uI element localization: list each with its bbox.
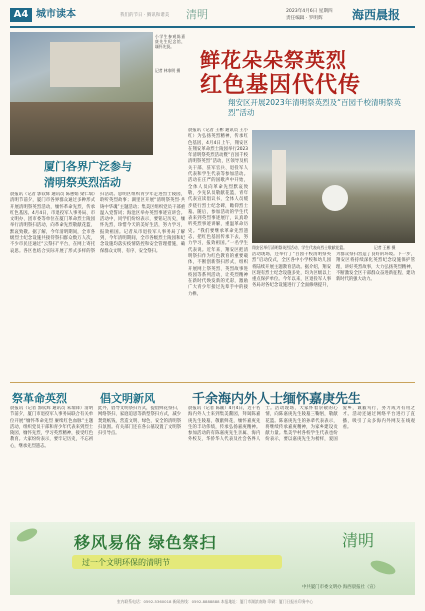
page-header [0, 0, 425, 28]
banner-logo: 清明 [342, 531, 375, 550]
header-tagline: 我们的节日 · 腾讯和谐美 [120, 13, 170, 18]
col1-title: 祭革命英烈 [12, 392, 67, 405]
feature-body: 晨报讯（记者 王彬 通讯员 王小红）为弘扬英烈精神，传承红色基因，4月4日上午，翔安区在翔安革命烈士陵园举行2023年清明祭英烈活动暨“百园千校清明祭英烈”活动，区领导及机关干部、驻军官兵、退役军人代表和学生代表等参加活动。活动在庄严的国歌声中开始，全体人员向革命先烈默哀致敬，少先队员敬献花篮，青年代表宣读倡议书，全体人员缓步绕行烈士纪念碑，瞻仰烈士墓。随后，参加活动的学生代表来到英烈事迹展厅，认真聆听英烈事迹讲解，重温革命历史。“我们要继承革命先烈遗志，把红色基因传承下去，努力学习，报效祖国。”一名学生代表说。近年来，翔安区把清明祭扫作为红色教育的重要载体，不断创新祭扫形式，组织开展网上祭英烈、英烈故事进校园等系列活动，让英烈精神在新时代焕发新的光彩，激励广大青少年接过先辈手中的接力棒。 [188, 128, 248, 297]
xiamen-title-1: 厦门各界广泛参与 [44, 160, 132, 173]
banner-title: 移风易俗 绿色祭扫 [74, 533, 217, 552]
main-headline-1: 鲜花朵朵祭英烈 [200, 48, 347, 72]
banner-leaf-left [15, 526, 39, 544]
banner-subtitle: 过一个文明环保的清明节 [82, 558, 170, 567]
page-footer: 室内联系电话：0592-5360018 新闻热线：0592-8888888 本报地址：厦门市湖滨南路 印刷：厦门日报社印务中心 [116, 599, 314, 604]
header-date: 2023年4月6日 星期四 [286, 9, 333, 14]
section-title: 城市读本 [36, 9, 76, 20]
page-number: A4 [10, 8, 32, 22]
col3-title: 千余海内外人士缅怀嘉庚先生 [192, 392, 362, 407]
photo-building [50, 42, 120, 87]
main-headline-2: 红色基因代代传 [200, 72, 362, 98]
col2-body: 此外，倡导文明祭扫方式，提倡鲜花祭扫、网络祭扫、家庭追思等新型祭扫方式，减少焚烧纸钱，营造文明、绿色、安全的清明祭扫氛围。有关部门还在各公墓设置了文明祭扫引导点。 [98, 406, 181, 437]
photo-kids-memorial [10, 32, 153, 155]
banner-leaf-right [369, 558, 397, 577]
photo-crowd [10, 102, 153, 155]
xiamen-title-2: 清明祭英烈活动 [44, 176, 121, 189]
masthead-logo: 海西晨报 [352, 8, 401, 22]
col1-body: 晨报讯（记者 郭钦辉 通讯员 朱瑞锋）清明节前夕，厦门市退役军人事务局联合有关单位开展“缅怀革命先烈 赓续红色血脉”主题活动，组织党员干部和青少年代表来到烈士陵园，缅怀先烈，学习英烈精神，接受红色教育。大家纷纷表示，要牢记历史，不忘初心，继承先烈遗志。 [10, 406, 93, 449]
banner-footer: 中共厦门市委文明办 海西晨报社（宣） [302, 585, 379, 590]
photo-monument [272, 150, 286, 205]
main-subhead: 翔安区开展2023年清明祭英烈及“百园千校清明祭英烈”活动 [228, 98, 401, 117]
photo2-caption: 翔安区举行清明祭英烈活动，学生代表向烈士敬献花篮。 [252, 245, 347, 250]
col2-title: 倡文明新风 [100, 392, 155, 405]
photo1-caption: 小学生参观陈嘉庚先生纪念馆，缅怀先贤。 [155, 34, 185, 49]
header-brand-small: 清明 [186, 8, 208, 21]
header-rule [10, 26, 415, 28]
header-editor: 责任编辑 · 罗明辉 [286, 16, 323, 21]
col3-body: 晨报讯（记者 陈颖）4月4日，近千名海内外人士来到集美鳌园，拜谒陈嘉庚先生陵墓，敬献鲜花，缅怀嘉庚先生的丰功伟绩，传承弘扬嘉庚精神。参加活动的有陈嘉庚先生亲属、海内外校友、华侨华人代表及社会各界人士。活动现场，大家怀着崇敬的心情，向陈嘉庚先生陵墓三鞠躬，敬献花篮。陈嘉庚先生的孙辈代表表示，将继续传承嘉庚精神，为家乡建设贡献力量。集美学村各校学生代表也纷纷表示，要以嘉庚先生为榜样，爱国爱乡，诚毅笃行，努力成为有用之才。活动还通过网络平台进行了直播，吸引了众多海内外网友在线观看。 [188, 406, 415, 443]
feature-body-2: 活动现场，还举行了“百园千校清明祭英烈”启动仪式，全区各中小学校和幼儿园将陆续开展主题教育活动。据介绍，翔安区现有烈士纪念设施多处，均为区级以上重点保护单位。今年以来，区退役军人事务局对各纪念设施进行了全面修缮提升，为群众祭扫营造了良好的环境。下一步，翔安区将持续深化英烈纪念设施保护管理，讲好英烈故事，大力弘扬英烈精神，不断激发全区干部群众奋进新征程、建功新时代的强大动力。 [252, 252, 415, 289]
photo1-credit: 记者 林家明 摄 [155, 68, 181, 73]
promo-banner [10, 522, 415, 595]
photo-wreath [322, 185, 348, 211]
photo-ceremony [252, 130, 415, 243]
section-divider [10, 382, 415, 383]
photo2-credit: 记者 王彬 摄 [374, 245, 396, 250]
xiamen-body: 晨报讯（记者 郭钦辉 通讯员 陈惠娟 梁仁瑞）清明节前夕，厦门市各界群众通过多种形式开展清明祭英烈活动，缅怀革命先烈，传承红色基因。4月4日，市退役军人事务局、市文明办、团市委等单位在厦门革命烈士陵园举行清明祭扫活动，向革命先烈敬献花篮、默哀致敬。据了解，今年清明期间，全市各级烈士纪念设施共接待祭扫群众数万人次，不少市民还通过“云祭扫”平台，在网上寄托哀思。各区也结合实际开展了形式多样的祭扫活动。思明区组织青少年走进烈士陵园，聆听英烈故事；湖里区开展“清明祭英烈·共铸中华魂”主题活动；集美区组织党员干部重温入党誓词；海沧区举办英烈事迹宣讲会。活动中，同学们纷纷表示，要铭记历史，缅怀先烈，珍惜今天的美好生活，努力学习，报效祖国。记者从市退役军人事务局了解到，今年清明期间，全市各级烈士陵园和纪念设施均落实疫情防控和安全管理措施，确保群众文明、有序、安全祭扫。 [10, 192, 185, 254]
